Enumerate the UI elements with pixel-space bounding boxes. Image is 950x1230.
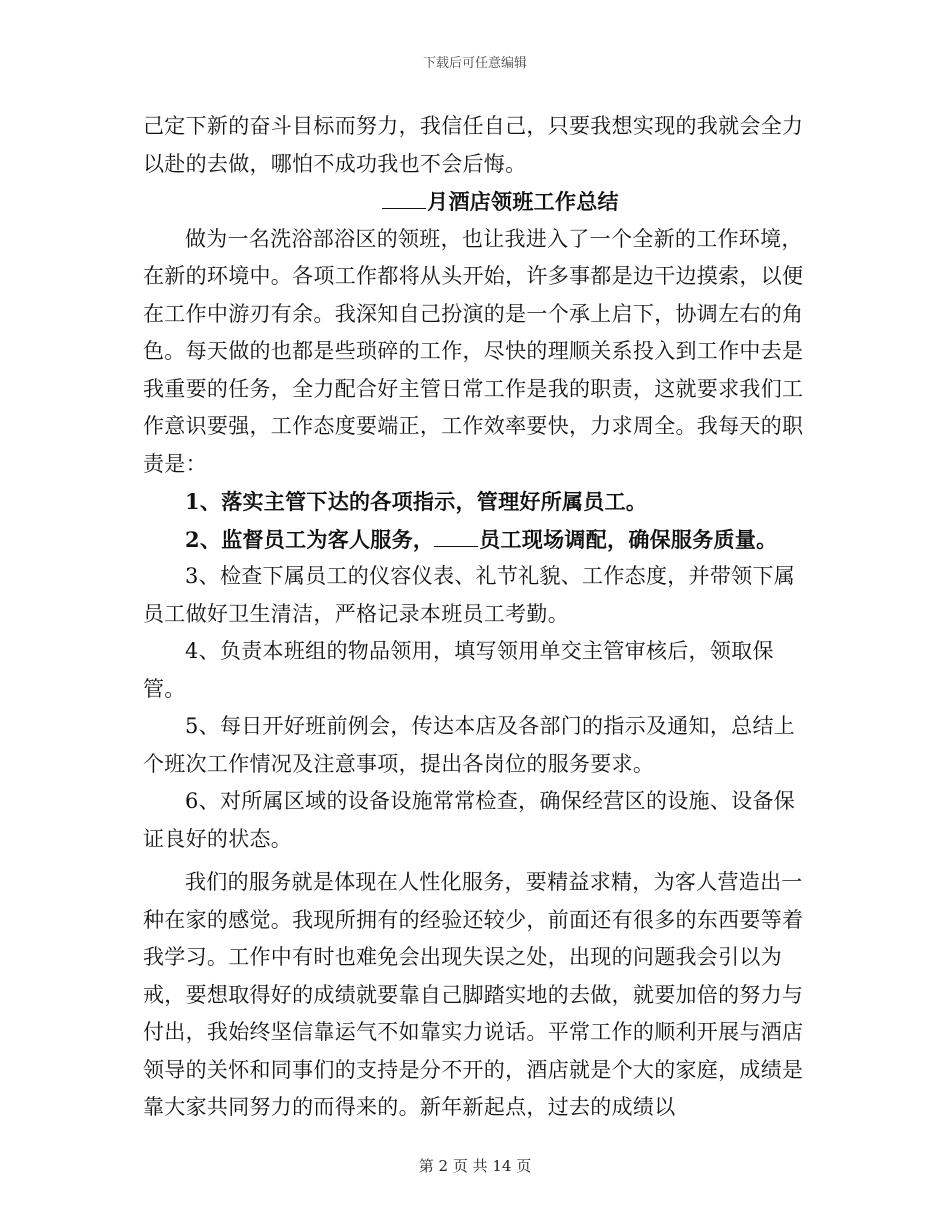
title-text: 月酒店领班工作总结 bbox=[427, 189, 619, 214]
duty-item-4: 4、负责本班组的物品领用，填写领用单交主管审核后，领取保管。 bbox=[143, 639, 774, 701]
duty-item-3: 3、检查下属员工的仪容仪表、礼节礼貌、工作态度，并带领下属员工做好卫生清洁，严格记录本班员工考勤。 bbox=[143, 564, 796, 626]
intro-paragraph: 己定下新的奋斗目标而努力，我信任自己，只要我想实现的我就会全力以赴的去做，哪怕不成功我也不会后悔。 bbox=[143, 114, 804, 176]
duty-item-2-prefix: 2、监督员工为客人服务， bbox=[185, 526, 435, 552]
duty-item-1: 1、落实主管下达的各项指示，管理好所属员工。 bbox=[185, 489, 648, 514]
page-header-note: 下载后可任意编辑 bbox=[422, 56, 527, 71]
duty-item-2 bbox=[143, 521, 813, 559]
duty-item-2-blank-underline bbox=[434, 528, 478, 547]
paragraph-duties-intro: 做为一名洗浴部浴区的领班，也让我进入了一个全新的工作环境，在新的环境中。各项工作都将从头开始，许多事都是边干边摸索，以便在工作中游刃有余。我深知自己扮演的是一个承上启下，协调左右的角色。每天做的也都是些琐碎的工作，尽快的理顺关系投入到工作中去是我重要的任务，全力配合好主管日常工作是我的职责，这就要求我们工作意识要强，工作态度要端正，工作效率要快，力求周全。我每天的职责是： bbox=[143, 226, 804, 476]
duty-item-6: 6、对所属区域的设备设施常常检查，确保经营区的设施、设备保证良好的状态。 bbox=[143, 789, 796, 851]
duty-item-2-suffix: 员工现场调配，确保服务质量。 bbox=[479, 526, 778, 552]
duty-item-5: 5、每日开好班前例会，传达本店及各部门的指示及通知，总结上个班次工作情况及注意事项，提出各岗位的服务要求。 bbox=[143, 714, 796, 776]
document-title bbox=[143, 183, 813, 221]
document-body bbox=[143, 108, 813, 1127]
paragraph-service-reflection: 我们的服务就是体现在人性化服务，要精益求精，为客人营造出一种在家的感觉。我现所拥有的经验还较少，前面还有很多的东西要等着我学习。工作中有时也难免会出现失误之处，出现的问题我会引以为戒，要想取得好的成绩就要靠自己脚踏实地的去做，就要加倍的努力与付出，我始终坚信靠运气不如靠实力说话。平常工作的顺利开展与酒店领导的关怀和同事们的支持是分不开的，酒店就是个大的家庭，成绩是靠大家共同努力的而得来的。新年新起点，过去的成绩以 bbox=[143, 870, 804, 1119]
page-footer-number: 第 2 页 共 14 页 bbox=[418, 1157, 532, 1175]
title-blank-underline bbox=[382, 190, 426, 209]
